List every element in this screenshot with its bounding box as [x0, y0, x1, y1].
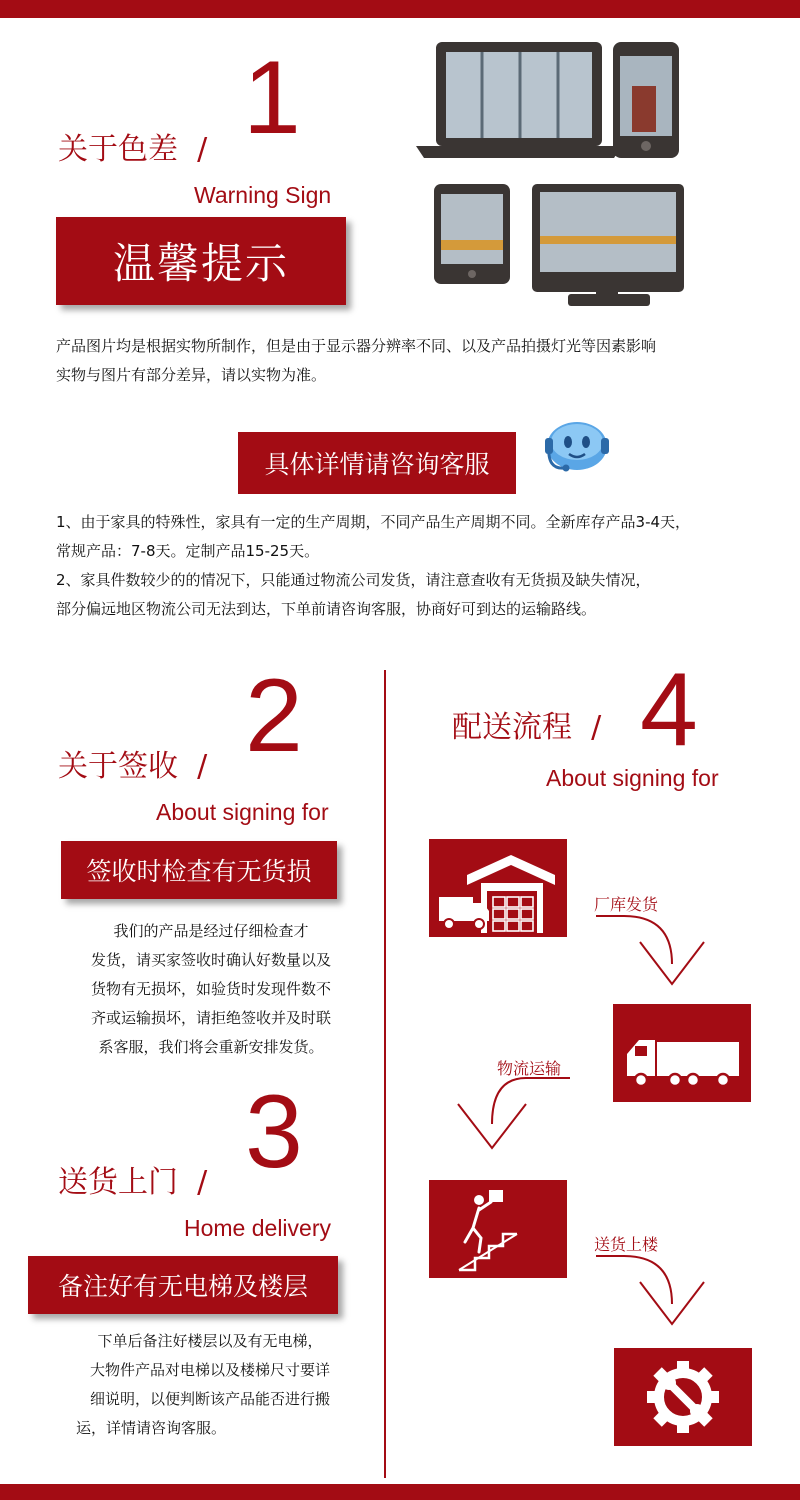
top-bar — [0, 0, 800, 18]
sign-check-box: 签收时检查有无货损 — [61, 841, 337, 899]
service-box: 具体详情请咨询客服 — [238, 432, 516, 494]
section2-number: 2 — [245, 658, 303, 774]
step-stairs — [429, 1180, 567, 1278]
step-install — [614, 1348, 752, 1446]
section4-english: About signing for — [546, 765, 719, 791]
column-divider — [384, 670, 386, 1478]
section4-number: 4 — [640, 652, 698, 768]
wrench-gear-icon — [614, 1348, 752, 1446]
step-label-truck: 物流运输 — [497, 1059, 562, 1078]
section2-paragraph: 我们的产品是经过仔细检查才 发货，请买家签收时确认好数量以及 货物有无损坏，如验货时发现件数不 齐或运输损坏，请拒绝签收并及时联 系客服，我们将会重新安排发货。 — [90, 922, 331, 1056]
arrow-down-right-icon-2 — [594, 1252, 724, 1332]
elevator-note-box: 备注好有无电梯及楼层 — [28, 1256, 338, 1314]
step-warehouse — [429, 839, 567, 937]
warehouse-icon — [429, 839, 567, 937]
section2-title: 关于签收 / — [58, 749, 208, 784]
warning-box: 温馨提示 — [56, 217, 346, 305]
section3-title: 送货上门 / — [58, 1165, 208, 1200]
section4-title: 配送流程 / — [452, 710, 602, 745]
service-paragraph: 1、由于家具的特殊性，家具有一定的生产周期，不同产品生产周期不同。全新库存产品3-4天， 常规产品：7-8天。定制产品15-25天。 2、家具件数较少的的情况下，只能通过物流公司发货，请注意查收有无货损及缺失情况， 部分偏远地区物流公司无法到达，下单前请咨询客服，协商好可到达的运输路线。 — [56, 513, 691, 618]
bottom-bar — [0, 1484, 800, 1500]
section3-number: 3 — [245, 1074, 303, 1190]
step-label-warehouse: 厂库发货 — [594, 895, 659, 914]
customer-service-icon — [535, 418, 615, 480]
step-label-stairs: 送货上楼 — [594, 1235, 659, 1254]
section1-english: Warning Sign — [194, 182, 332, 208]
arrow-down-right-icon — [594, 912, 724, 992]
arrow-down-left-icon — [448, 1074, 578, 1158]
step-truck — [613, 1004, 751, 1102]
section3-english: Home delivery — [184, 1215, 331, 1241]
section1-number: 1 — [243, 40, 301, 156]
stairs-delivery-icon — [429, 1180, 567, 1278]
devices-icon — [410, 38, 700, 310]
section1-title: 关于色差 / — [58, 132, 208, 167]
section1-paragraph: 产品图片均是根据实物所制作，但是由于显示器分辨率不同、以及产品拍摄灯光等因素影响 实物与图片有部分差异，请以实物为准。 — [56, 337, 657, 384]
section3-paragraph: 下单后备注好楼层以及有无电梯， 大物件产品对电梯以及楼梯尺寸要详 细说明，以便判断该产品能否进行搬 运，详情请咨询客服。 — [76, 1332, 330, 1437]
truck-icon — [613, 1004, 751, 1102]
section2-english: About signing for — [156, 799, 329, 825]
